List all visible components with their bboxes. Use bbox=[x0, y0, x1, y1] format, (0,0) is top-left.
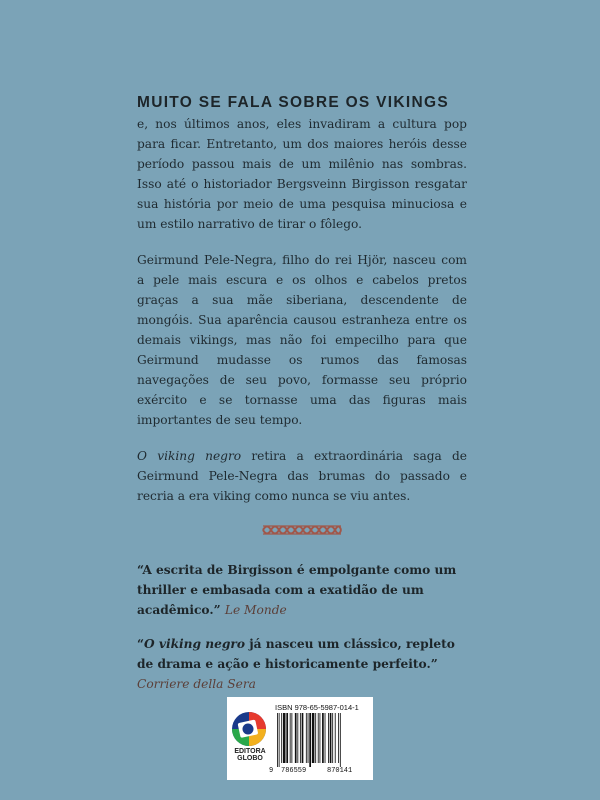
barcode-bar bbox=[328, 713, 329, 763]
quote-book-title: O viking negro bbox=[144, 637, 245, 651]
barcode-bar bbox=[279, 713, 280, 767]
barcode-bar bbox=[295, 713, 297, 763]
headline: MUITO SE FALA SOBRE OS VIKINGS bbox=[137, 94, 450, 111]
barcode-lead-digit: 9 bbox=[269, 767, 274, 775]
quote-corriere bbox=[137, 634, 467, 694]
barcode-bar bbox=[283, 713, 286, 763]
barcode-bar bbox=[315, 713, 316, 763]
barcode-bar bbox=[340, 713, 341, 767]
barcode-bar bbox=[302, 713, 304, 763]
barcode-bar bbox=[312, 713, 315, 763]
barcode-bar bbox=[277, 713, 278, 767]
barcode-bar bbox=[332, 713, 333, 763]
barcode-bar bbox=[306, 713, 307, 763]
barcode-bar bbox=[338, 713, 339, 763]
editora-globo-logo-icon bbox=[231, 711, 267, 747]
book-title: O viking negro bbox=[137, 449, 242, 463]
quote-source: Le Monde bbox=[224, 603, 287, 617]
barcode-bar bbox=[297, 713, 298, 763]
publisher-name bbox=[229, 748, 271, 762]
knot-ornament-icon bbox=[261, 522, 343, 538]
quote-source: Corriere della Sera bbox=[137, 677, 256, 691]
back-cover-text bbox=[137, 94, 467, 708]
quote-text: já nasceu um clássico, repleto de drama e ação e historicamente perfeito.” bbox=[137, 637, 455, 671]
barcode bbox=[275, 713, 369, 767]
barcode-bar bbox=[308, 713, 309, 763]
barcode-bar bbox=[322, 713, 324, 763]
barcode-group-1: 786559 bbox=[281, 767, 307, 775]
quote-text: “A escrita de Birgisson é empolgante como um thriller e embasada com a exatidão de um acadêmico.” bbox=[137, 563, 457, 617]
isbn-label: ISBN 978-65-5987-014-1 bbox=[275, 703, 359, 712]
barcode-bar bbox=[286, 713, 288, 763]
quote-le-monde bbox=[137, 560, 467, 620]
barcode-bar bbox=[291, 713, 292, 763]
barcode-bar bbox=[290, 713, 291, 763]
barcode-bar bbox=[318, 713, 319, 763]
barcode-bar bbox=[320, 713, 321, 763]
paragraph-saga bbox=[137, 446, 467, 506]
paragraph-intro: e, nos últimos anos, eles invadiram a cultura pop para ficar. Entretanto, um dos maiores heróis desse período passou mais de um milênio nas sombras. Isso até o historiador Bergsveinn Birgisson resgatar sua história por meio de uma pesquisa minuciosa e um estilo narrativo de tirar o fôlego. bbox=[137, 117, 467, 231]
barcode-bar bbox=[281, 713, 282, 763]
barcode-bar bbox=[325, 713, 326, 763]
barcode-box bbox=[227, 697, 373, 780]
publisher-line1: EDITORA bbox=[234, 748, 266, 755]
barcode-bar bbox=[300, 713, 301, 763]
paragraph-geirmund: Geirmund Pele-Negra, filho do rei Hjör, nasceu com a pele mais escura e os olhos e cabelos pretos graças a sua mãe siberiana, descendente de mongóis. Sua aparência causou estranheza entre os demais vikings, mas não foi empecilho para que Geirmund mudasse os rumos das famosas navegações de seu povo, formasse seu próprio exército e se tornasse uma das figuras mais importantes de seu tempo. bbox=[137, 253, 467, 427]
quote-open-mark: “ bbox=[137, 637, 145, 651]
barcode-group-2: 870141 bbox=[327, 767, 353, 775]
barcode-bar bbox=[330, 713, 332, 763]
publisher-line2: GLOBO bbox=[237, 755, 263, 762]
paragraph-saga-text: retira a extraordinária saga de Geirmund Pele-Negra das brumas do passado e recria a era viking como nunca se viu antes. bbox=[137, 449, 467, 503]
barcode-bar bbox=[309, 713, 311, 767]
barcode-bar bbox=[335, 713, 336, 763]
